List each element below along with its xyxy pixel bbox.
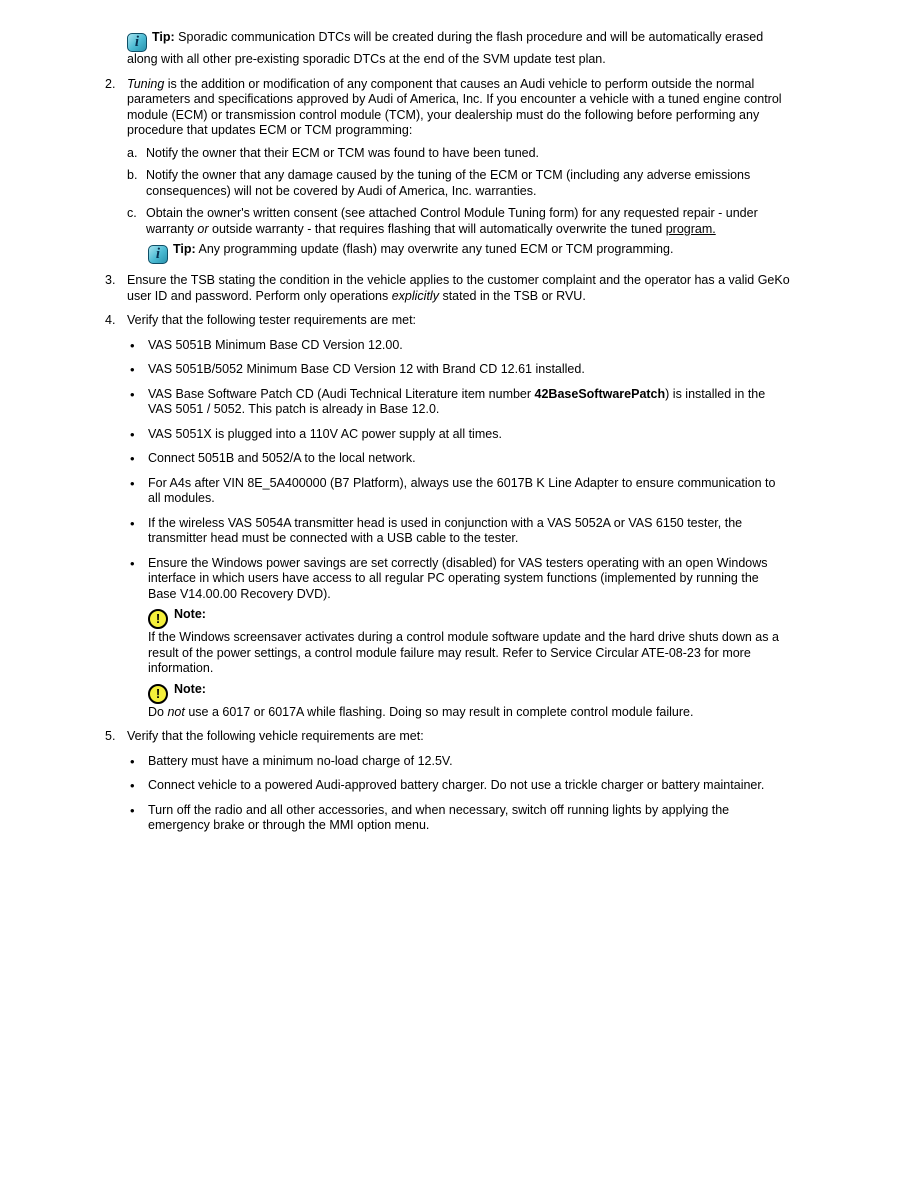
bullet-item — [127, 778, 790, 794]
sub-item-text: Notify the owner that any damage caused by the tuning of the ECM or TCM (including any adverse emissions consequences) will not be covered by Audi of America, Inc. warranties. — [146, 168, 751, 198]
bullet-text: VAS Base Software Patch CD (Audi Technical Literature item number 42BaseSoftwarePatch) is installed in the VAS 5051 / 5052. This patch is already in Base 12.0. — [148, 386, 766, 416]
item-body — [127, 77, 790, 265]
item-text: Ensure the TSB stating the condition in the vehicle applies to the customer complaint and the operator has a valid GeKo user ID and password. Perform only operations explicitly stated in the TSB or RVU. — [127, 273, 790, 303]
item-text: Verify that the following tester requirements are met: — [127, 313, 417, 327]
tip-paragraph — [148, 242, 790, 264]
numbered-item-3 — [105, 273, 790, 304]
bullet-item — [127, 338, 790, 354]
tip-text: Sporadic communication DTCs will be created during the flash procedure and will be automatically erased along with all other pre-existing sporadic DTCs at the end of the SVM update test plan. — [127, 30, 764, 66]
bullet-text: Connect vehicle to a powered Audi-approved battery charger. Do not use a trickle charger or battery maintainer. — [148, 778, 765, 792]
bullet-marker: • — [130, 337, 135, 353]
note-label: Note: — [174, 607, 206, 621]
tip-paragraph — [127, 30, 790, 68]
sub-item-b — [127, 168, 790, 199]
note-header — [148, 607, 790, 629]
sub-item-text: Obtain the owner's written consent (see attached Control Module Tuning form) for any requested repair - under warranty or outside warranty - that requires flashing that will automatically overwrite the tuned program. — [146, 206, 758, 236]
item-body — [127, 273, 790, 304]
sub-item-text: Notify the owner that their ECM or TCM was found to have been tuned. — [146, 145, 540, 160]
item-number: 4. — [105, 313, 116, 327]
item-body — [127, 313, 790, 720]
bullet-item — [127, 754, 790, 770]
bullet-text: Battery must have a minimum no-load charge of 12.5V. — [148, 753, 453, 768]
bullet-marker: • — [130, 802, 135, 818]
note-label: Note: — [174, 681, 206, 696]
tip-icon — [148, 245, 168, 264]
bullet-text: Ensure the Windows power savings are set correctly (disabled) for VAS testers operating with an open Windows interface in which users have access to all regular PC operating system functions (implemented by running the Base V14.00.00 Recovery DVD). — [148, 555, 768, 601]
bullet-marker: • — [130, 426, 135, 442]
bullet-text: For A4s after VIN 8E_5A400000 (B7 Platform), always use the 6017B K Line Adapter to ensure communication to all modules. — [148, 475, 776, 505]
note-block-1 — [148, 607, 790, 677]
bullet-item — [127, 803, 790, 834]
bullet-text: VAS 5051B Minimum Base CD Version 12.00. — [148, 337, 403, 352]
tip-block-intro — [127, 30, 790, 68]
note-text: Do not use a 6017 or 6017A while flashing. Doing so may result in complete control module failure. — [148, 704, 694, 719]
sub-item-a — [127, 146, 790, 162]
bullet-marker: • — [130, 362, 135, 377]
numbered-item-5 — [105, 729, 790, 834]
item-number: 5. — [105, 729, 116, 743]
item-text: Tuning is the addition or modification of any component that causes an Audi vehicle to perform outside the normal parameters and specifications approved by Audi of America, Inc. If you encounter a vehicle with a tuned engine control module (ECM) or transmission control module (TCM), your dealership must do the following before performing any procedure that updates ECM or TCM programming: — [127, 76, 782, 137]
bullet-marker: • — [130, 778, 135, 793]
info-glyph: i — [155, 246, 161, 262]
exclamation-glyph: ! — [155, 611, 161, 626]
bullet-text: Connect 5051B and 5052/A to the local network. — [148, 451, 416, 465]
tip-label: Tip: — [152, 30, 175, 44]
note-header — [148, 682, 790, 704]
bullet-text: Turn off the radio and all other accessories, and when necessary, switch off running lights by applying the emergency brake or through the MMI option menu. — [148, 802, 730, 832]
bullet-text: VAS 5051B/5052 Minimum Base CD Version 12 with Brand CD 12.61 installed. — [148, 362, 585, 376]
bullet-text: If the wireless VAS 5054A transmitter head is used in conjunction with a VAS 5052A or VAS 6150 tester, the transmitter head must be connected with a USB cable to the tester. — [148, 515, 743, 545]
tip-block-nested — [148, 242, 790, 264]
tip-label: Tip: — [173, 242, 196, 256]
bullet-item — [127, 362, 790, 378]
sub-item-letter: a. — [127, 145, 138, 160]
bullet-item — [127, 516, 790, 547]
exclamation-glyph: ! — [155, 685, 161, 701]
bullet-marker: • — [130, 475, 135, 491]
note-text: If the Windows screensaver activates during a control module software update and the hard drive shuts down as a result of the power settings, a control module failure may result. Refer to Service Circular ATE-08-23 for more information. — [148, 630, 779, 675]
item-body — [127, 729, 790, 834]
numbered-item-4 — [105, 313, 790, 720]
bullet-marker: • — [130, 515, 135, 531]
bullet-marker: • — [130, 753, 135, 769]
sub-item-letter: c. — [127, 206, 137, 220]
bullet-marker: • — [130, 451, 135, 466]
note-block-2 — [148, 682, 790, 721]
bullet-marker: • — [130, 555, 135, 571]
info-glyph: i — [134, 34, 140, 50]
item-number: 2. — [105, 76, 116, 91]
item-text: Verify that the following vehicle requirements are met: — [127, 729, 424, 743]
sub-item-c — [127, 206, 790, 237]
bullet-marker: • — [130, 386, 135, 402]
bullet-item — [127, 556, 790, 603]
sub-item-letter: b. — [127, 168, 138, 182]
tip-text: Any programming update (flash) may overwrite any tuned ECM or TCM programming. — [198, 242, 674, 256]
bullet-text: VAS 5051X is plugged into a 110V AC power supply at all times. — [148, 426, 502, 441]
bullet-item — [127, 476, 790, 507]
tip-icon — [127, 33, 147, 52]
bullet-item — [127, 451, 790, 467]
bullet-item — [127, 387, 790, 418]
note-icon — [148, 609, 168, 629]
bullet-item — [127, 427, 790, 443]
note-icon — [148, 684, 168, 704]
numbered-item-2 — [105, 77, 790, 265]
item-number: 3. — [105, 273, 116, 287]
